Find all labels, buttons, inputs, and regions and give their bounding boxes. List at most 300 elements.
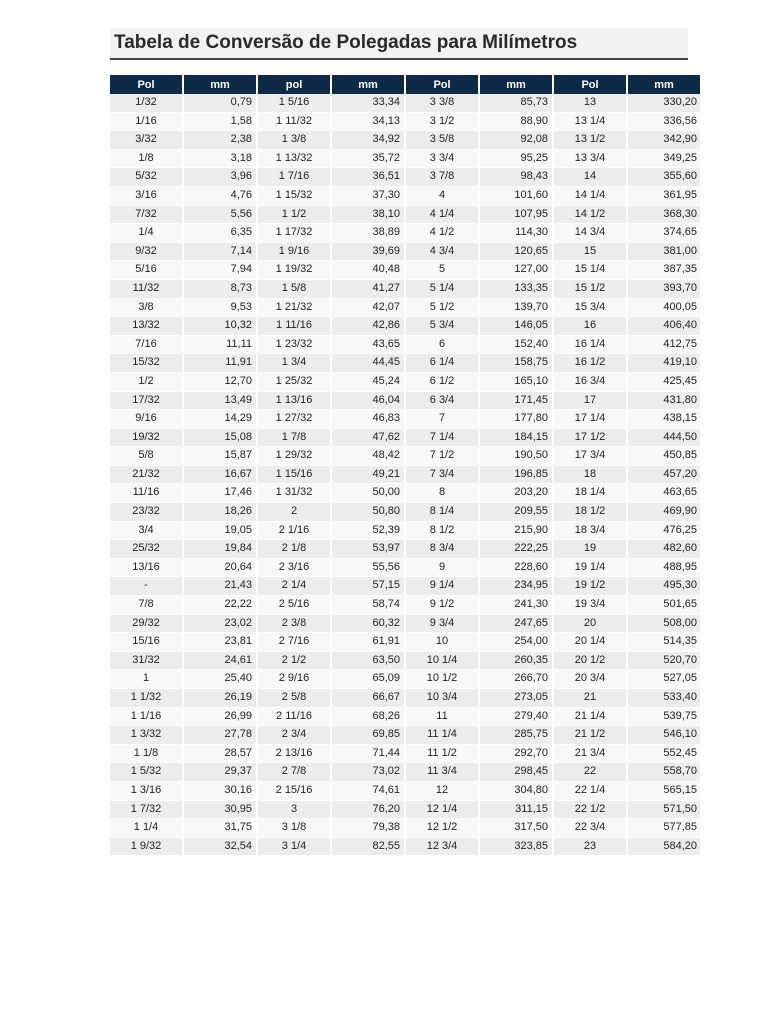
inch-cell: 13 1/2 [554, 131, 626, 150]
mm-cell: 23,02 [184, 615, 256, 634]
inch-cell: 1 5/16 [258, 94, 330, 113]
inch-cell: 11 [406, 708, 478, 727]
inch-cell: 11 1/4 [406, 726, 478, 745]
mm-cell: 82,55 [332, 838, 404, 857]
mm-cell: 228,60 [480, 559, 552, 578]
table-row [110, 373, 700, 392]
mm-cell: 527,05 [628, 670, 700, 689]
mm-cell: 60,32 [332, 615, 404, 634]
inch-cell: 9/32 [110, 243, 182, 262]
mm-cell: 330,20 [628, 94, 700, 113]
mm-cell: 361,95 [628, 187, 700, 206]
inch-cell: 2 5/16 [258, 596, 330, 615]
mm-cell: 31,75 [184, 819, 256, 838]
inch-cell: 19 1/2 [554, 577, 626, 596]
mm-cell: 120,65 [480, 243, 552, 262]
mm-cell: 2,38 [184, 131, 256, 150]
inch-cell: 1 1/2 [258, 206, 330, 225]
inch-cell: 8 1/4 [406, 503, 478, 522]
mm-cell: 7,14 [184, 243, 256, 262]
mm-cell: 63,50 [332, 652, 404, 671]
inch-cell: 2 3/8 [258, 615, 330, 634]
mm-cell: 412,75 [628, 336, 700, 355]
mm-cell: 85,73 [480, 94, 552, 113]
inch-cell: 1 9/32 [110, 838, 182, 857]
mm-cell: 55,56 [332, 559, 404, 578]
table-row [110, 577, 700, 596]
mm-cell: 26,19 [184, 689, 256, 708]
inch-cell: - [110, 577, 182, 596]
inch-cell: 5/16 [110, 261, 182, 280]
inch-cell: 11/32 [110, 280, 182, 299]
inch-cell: 7/16 [110, 336, 182, 355]
inch-cell: 3 3/4 [406, 150, 478, 169]
mm-cell: 241,30 [480, 596, 552, 615]
inch-cell: 19 1/4 [554, 559, 626, 578]
table-row [110, 206, 700, 225]
inch-cell: 1 7/8 [258, 429, 330, 448]
mm-cell: 48,42 [332, 447, 404, 466]
table-row [110, 429, 700, 448]
mm-cell: 139,70 [480, 299, 552, 318]
mm-cell: 425,45 [628, 373, 700, 392]
inch-cell: 1 3/4 [258, 354, 330, 373]
column-header: pol [258, 75, 330, 94]
mm-cell: 146,05 [480, 317, 552, 336]
inch-cell: 2 3/16 [258, 559, 330, 578]
inch-cell: 6 [406, 336, 478, 355]
mm-cell: 17,46 [184, 484, 256, 503]
inch-cell: 2 [258, 503, 330, 522]
mm-cell: 463,65 [628, 484, 700, 503]
inch-cell: 1 7/16 [258, 168, 330, 187]
mm-cell: 20,64 [184, 559, 256, 578]
mm-cell: 45,24 [332, 373, 404, 392]
inch-cell: 21 1/2 [554, 726, 626, 745]
inch-cell: 9 [406, 559, 478, 578]
mm-cell: 127,00 [480, 261, 552, 280]
mm-cell: 50,00 [332, 484, 404, 503]
inch-cell: 18 3/4 [554, 522, 626, 541]
mm-cell: 13,49 [184, 392, 256, 411]
mm-cell: 29,37 [184, 763, 256, 782]
inch-cell: 12 1/2 [406, 819, 478, 838]
header-row [110, 75, 700, 94]
inch-cell: 3 1/8 [258, 819, 330, 838]
inch-cell: 10 1/2 [406, 670, 478, 689]
mm-cell: 9,53 [184, 299, 256, 318]
mm-cell: 247,65 [480, 615, 552, 634]
inch-cell: 2 5/8 [258, 689, 330, 708]
inch-cell: 1 15/16 [258, 466, 330, 485]
mm-cell: 558,70 [628, 763, 700, 782]
inch-cell: 1 13/32 [258, 150, 330, 169]
inch-cell: 8 3/4 [406, 540, 478, 559]
column-header: Pol [406, 75, 478, 94]
inch-cell: 17 1/4 [554, 410, 626, 429]
mm-cell: 38,89 [332, 224, 404, 243]
mm-cell: 66,67 [332, 689, 404, 708]
inch-cell: 5 1/4 [406, 280, 478, 299]
inch-cell: 25/32 [110, 540, 182, 559]
mm-cell: 12,70 [184, 373, 256, 392]
mm-cell: 36,51 [332, 168, 404, 187]
inch-cell: 1 1/16 [110, 708, 182, 727]
mm-cell: 450,85 [628, 447, 700, 466]
table-row [110, 113, 700, 132]
mm-cell: 444,50 [628, 429, 700, 448]
inch-cell: 19 [554, 540, 626, 559]
column-header: Pol [554, 75, 626, 94]
table-row [110, 261, 700, 280]
mm-cell: 44,45 [332, 354, 404, 373]
conversion-table [108, 75, 702, 856]
mm-cell: 203,20 [480, 484, 552, 503]
column-header: Pol [110, 75, 182, 94]
mm-cell: 61,91 [332, 633, 404, 652]
inch-cell: 17/32 [110, 392, 182, 411]
mm-cell: 368,30 [628, 206, 700, 225]
inch-cell: 21 1/4 [554, 708, 626, 727]
inch-cell: 14 3/4 [554, 224, 626, 243]
inch-cell: 8 [406, 484, 478, 503]
mm-cell: 234,95 [480, 577, 552, 596]
mm-cell: 7,94 [184, 261, 256, 280]
inch-cell: 1 [110, 670, 182, 689]
inch-cell: 18 1/2 [554, 503, 626, 522]
mm-cell: 52,39 [332, 522, 404, 541]
inch-cell: 13 1/4 [554, 113, 626, 132]
inch-cell: 1 3/32 [110, 726, 182, 745]
mm-cell: 107,95 [480, 206, 552, 225]
inch-cell: 7 [406, 410, 478, 429]
mm-cell: 355,60 [628, 168, 700, 187]
inch-cell: 20 3/4 [554, 670, 626, 689]
mm-cell: 79,38 [332, 819, 404, 838]
table-row [110, 280, 700, 299]
mm-cell: 73,02 [332, 763, 404, 782]
mm-cell: 34,92 [332, 131, 404, 150]
inch-cell: 1/32 [110, 94, 182, 113]
inch-cell: 7/32 [110, 206, 182, 225]
column-header: mm [184, 75, 256, 94]
mm-cell: 26,99 [184, 708, 256, 727]
inch-cell: 6 1/2 [406, 373, 478, 392]
mm-cell: 304,80 [480, 782, 552, 801]
mm-cell: 533,40 [628, 689, 700, 708]
inch-cell: 3/16 [110, 187, 182, 206]
mm-cell: 53,97 [332, 540, 404, 559]
inch-cell: 18 [554, 466, 626, 485]
inch-cell: 5/32 [110, 168, 182, 187]
mm-cell: 565,15 [628, 782, 700, 801]
table-row [110, 187, 700, 206]
mm-cell: 317,50 [480, 819, 552, 838]
inch-cell: 22 1/2 [554, 801, 626, 820]
mm-cell: 23,81 [184, 633, 256, 652]
inch-cell: 2 1/2 [258, 652, 330, 671]
mm-cell: 190,50 [480, 447, 552, 466]
mm-cell: 16,67 [184, 466, 256, 485]
inch-cell: 3/32 [110, 131, 182, 150]
table-row [110, 503, 700, 522]
inch-cell: 13 3/4 [554, 150, 626, 169]
mm-cell: 101,60 [480, 187, 552, 206]
mm-cell: 4,76 [184, 187, 256, 206]
inch-cell: 1 19/32 [258, 261, 330, 280]
table-row [110, 745, 700, 764]
mm-cell: 40,48 [332, 261, 404, 280]
inch-cell: 5 3/4 [406, 317, 478, 336]
mm-cell: 32,54 [184, 838, 256, 857]
inch-cell: 1 1/8 [110, 745, 182, 764]
inch-cell: 2 9/16 [258, 670, 330, 689]
inch-cell: 11 1/2 [406, 745, 478, 764]
mm-cell: 438,15 [628, 410, 700, 429]
table-row [110, 168, 700, 187]
inch-cell: 1/4 [110, 224, 182, 243]
inch-cell: 16 1/2 [554, 354, 626, 373]
inch-cell: 20 1/2 [554, 652, 626, 671]
inch-cell: 1/16 [110, 113, 182, 132]
inch-cell: 5/8 [110, 447, 182, 466]
mm-cell: 10,32 [184, 317, 256, 336]
table-row [110, 540, 700, 559]
inch-cell: 20 1/4 [554, 633, 626, 652]
table-header [110, 75, 700, 94]
mm-cell: 184,15 [480, 429, 552, 448]
mm-cell: 260,35 [480, 652, 552, 671]
inch-cell: 2 7/16 [258, 633, 330, 652]
inch-cell: 9 1/4 [406, 577, 478, 596]
inch-cell: 16 3/4 [554, 373, 626, 392]
mm-cell: 41,27 [332, 280, 404, 299]
inch-cell: 1 23/32 [258, 336, 330, 355]
mm-cell: 46,04 [332, 392, 404, 411]
inch-cell: 3/4 [110, 522, 182, 541]
mm-cell: 39,69 [332, 243, 404, 262]
table-row [110, 763, 700, 782]
inch-cell: 7/8 [110, 596, 182, 615]
inch-cell: 1 25/32 [258, 373, 330, 392]
inch-cell: 18 1/4 [554, 484, 626, 503]
inch-cell: 1 3/16 [110, 782, 182, 801]
inch-cell: 2 15/16 [258, 782, 330, 801]
mm-cell: 1,58 [184, 113, 256, 132]
mm-cell: 400,05 [628, 299, 700, 318]
mm-cell: 508,00 [628, 615, 700, 634]
mm-cell: 49,21 [332, 466, 404, 485]
mm-cell: 57,15 [332, 577, 404, 596]
mm-cell: 15,08 [184, 429, 256, 448]
table-row [110, 317, 700, 336]
table-row [110, 466, 700, 485]
inch-cell: 21 3/4 [554, 745, 626, 764]
inch-cell: 22 1/4 [554, 782, 626, 801]
inch-cell: 1 9/16 [258, 243, 330, 262]
inch-cell: 19 3/4 [554, 596, 626, 615]
inch-cell: 10 1/4 [406, 652, 478, 671]
inch-cell: 19/32 [110, 429, 182, 448]
inch-cell: 13 [554, 94, 626, 113]
mm-cell: 323,85 [480, 838, 552, 857]
inch-cell: 1 11/32 [258, 113, 330, 132]
mm-cell: 19,05 [184, 522, 256, 541]
column-header: mm [332, 75, 404, 94]
inch-cell: 1 7/32 [110, 801, 182, 820]
mm-cell: 30,95 [184, 801, 256, 820]
inch-cell: 17 3/4 [554, 447, 626, 466]
table-row [110, 819, 700, 838]
inch-cell: 23/32 [110, 503, 182, 522]
inch-cell: 21/32 [110, 466, 182, 485]
inch-cell: 2 1/4 [258, 577, 330, 596]
column-header: mm [628, 75, 700, 94]
inch-cell: 17 [554, 392, 626, 411]
mm-cell: 30,16 [184, 782, 256, 801]
mm-cell: 92,08 [480, 131, 552, 150]
inch-cell: 3 1/2 [406, 113, 478, 132]
inch-cell: 11/16 [110, 484, 182, 503]
table-row [110, 336, 700, 355]
inch-cell: 1 15/32 [258, 187, 330, 206]
inch-cell: 3 3/8 [406, 94, 478, 113]
mm-cell: 520,70 [628, 652, 700, 671]
mm-cell: 482,60 [628, 540, 700, 559]
table-row [110, 224, 700, 243]
mm-cell: 254,00 [480, 633, 552, 652]
inch-cell: 13/16 [110, 559, 182, 578]
mm-cell: 76,20 [332, 801, 404, 820]
table-row [110, 782, 700, 801]
inch-cell: 21 [554, 689, 626, 708]
table-row [110, 484, 700, 503]
table-row [110, 150, 700, 169]
mm-cell: 19,84 [184, 540, 256, 559]
mm-cell: 152,40 [480, 336, 552, 355]
table-row [110, 559, 700, 578]
mm-cell: 393,70 [628, 280, 700, 299]
inch-cell: 17 1/2 [554, 429, 626, 448]
mm-cell: 24,61 [184, 652, 256, 671]
mm-cell: 0,79 [184, 94, 256, 113]
mm-cell: 22,22 [184, 596, 256, 615]
inch-cell: 16 1/4 [554, 336, 626, 355]
inch-cell: 1/2 [110, 373, 182, 392]
inch-cell: 13/32 [110, 317, 182, 336]
inch-cell: 1 3/8 [258, 131, 330, 150]
mm-cell: 14,29 [184, 410, 256, 429]
mm-cell: 6,35 [184, 224, 256, 243]
mm-cell: 298,45 [480, 763, 552, 782]
inch-cell: 7 3/4 [406, 466, 478, 485]
inch-cell: 4 1/2 [406, 224, 478, 243]
inch-cell: 1 17/32 [258, 224, 330, 243]
mm-cell: 15,87 [184, 447, 256, 466]
inch-cell: 6 1/4 [406, 354, 478, 373]
table-row [110, 410, 700, 429]
table-row [110, 94, 700, 113]
mm-cell: 88,90 [480, 113, 552, 132]
table-row [110, 596, 700, 615]
mm-cell: 69,85 [332, 726, 404, 745]
mm-cell: 539,75 [628, 708, 700, 727]
inch-cell: 2 1/8 [258, 540, 330, 559]
mm-cell: 171,45 [480, 392, 552, 411]
table-row [110, 354, 700, 373]
inch-cell: 9 1/2 [406, 596, 478, 615]
inch-cell: 12 1/4 [406, 801, 478, 820]
mm-cell: 34,13 [332, 113, 404, 132]
mm-cell: 65,09 [332, 670, 404, 689]
table-row [110, 522, 700, 541]
inch-cell: 31/32 [110, 652, 182, 671]
mm-cell: 74,61 [332, 782, 404, 801]
mm-cell: 158,75 [480, 354, 552, 373]
mm-cell: 419,10 [628, 354, 700, 373]
table-row [110, 633, 700, 652]
inch-cell: 15/16 [110, 633, 182, 652]
mm-cell: 8,73 [184, 280, 256, 299]
inch-cell: 22 [554, 763, 626, 782]
inch-cell: 29/32 [110, 615, 182, 634]
table-row [110, 689, 700, 708]
inch-cell: 22 3/4 [554, 819, 626, 838]
inch-cell: 7 1/4 [406, 429, 478, 448]
mm-cell: 35,72 [332, 150, 404, 169]
inch-cell: 14 [554, 168, 626, 187]
mm-cell: 43,65 [332, 336, 404, 355]
inch-cell: 1 27/32 [258, 410, 330, 429]
table-row [110, 131, 700, 150]
table-row [110, 708, 700, 727]
mm-cell: 285,75 [480, 726, 552, 745]
mm-cell: 406,40 [628, 317, 700, 336]
inch-cell: 5 1/2 [406, 299, 478, 318]
table-row [110, 243, 700, 262]
mm-cell: 114,30 [480, 224, 552, 243]
mm-cell: 5,56 [184, 206, 256, 225]
inch-cell: 1 11/16 [258, 317, 330, 336]
mm-cell: 21,43 [184, 577, 256, 596]
inch-cell: 5 [406, 261, 478, 280]
inch-cell: 11 3/4 [406, 763, 478, 782]
mm-cell: 38,10 [332, 206, 404, 225]
mm-cell: 387,35 [628, 261, 700, 280]
inch-cell: 7 1/2 [406, 447, 478, 466]
mm-cell: 552,45 [628, 745, 700, 764]
mm-cell: 514,35 [628, 633, 700, 652]
table-row [110, 801, 700, 820]
inch-cell: 15 1/2 [554, 280, 626, 299]
inch-cell: 10 [406, 633, 478, 652]
mm-cell: 577,85 [628, 819, 700, 838]
table-row [110, 838, 700, 857]
mm-cell: 495,30 [628, 577, 700, 596]
mm-cell: 292,70 [480, 745, 552, 764]
inch-cell: 1 31/32 [258, 484, 330, 503]
mm-cell: 501,65 [628, 596, 700, 615]
mm-cell: 58,74 [332, 596, 404, 615]
mm-cell: 68,26 [332, 708, 404, 727]
inch-cell: 1 21/32 [258, 299, 330, 318]
inch-cell: 15 3/4 [554, 299, 626, 318]
inch-cell: 6 3/4 [406, 392, 478, 411]
mm-cell: 25,40 [184, 670, 256, 689]
table-row [110, 447, 700, 466]
inch-cell: 2 1/16 [258, 522, 330, 541]
mm-cell: 279,40 [480, 708, 552, 727]
